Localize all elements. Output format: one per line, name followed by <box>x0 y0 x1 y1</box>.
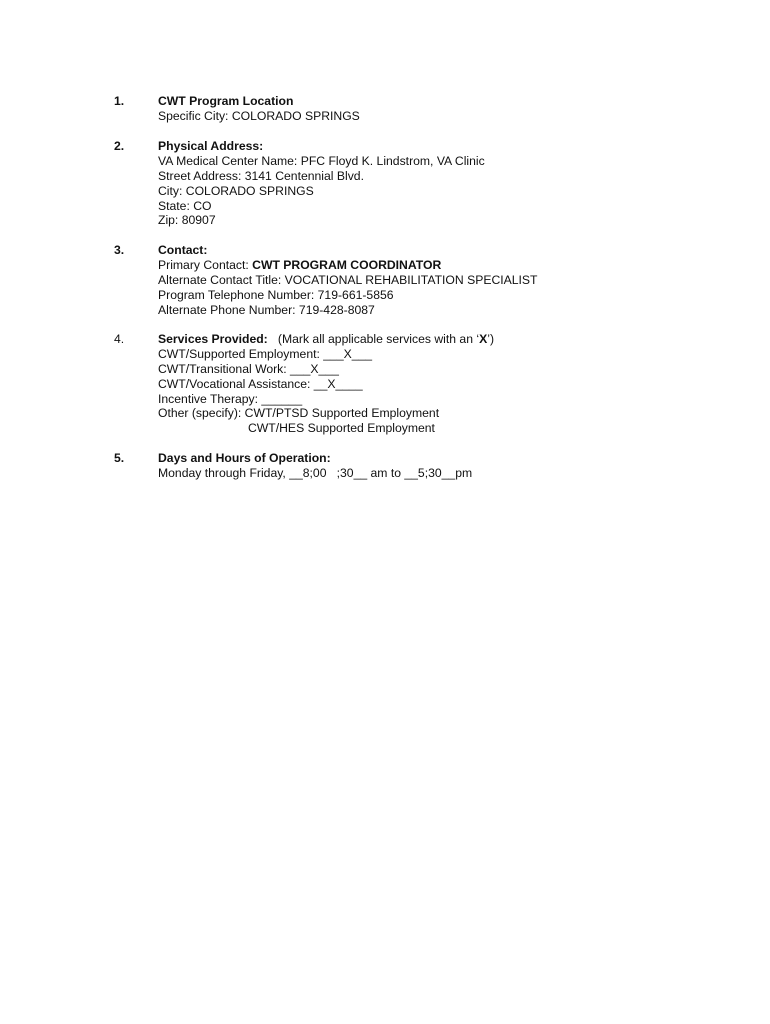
other-specify: Other (specify): CWT/PTSD Supported Employment <box>158 406 440 421</box>
section-body <box>158 94 728 124</box>
vocational-assistance: CWT/Vocational Assistance: __X____ <box>158 376 363 391</box>
section-heading: CWT Program Location <box>158 94 294 108</box>
city: City: COLORADO SPRINGS <box>158 183 314 198</box>
section-body <box>158 243 728 317</box>
section-heading: Physical Address: <box>158 139 264 153</box>
alternate-phone: Alternate Phone Number: 719-428-8087 <box>158 302 375 317</box>
section-number: 4. <box>114 332 125 346</box>
section-number: 5. <box>114 451 125 465</box>
section-heading: Services Provided: <box>158 332 268 346</box>
section-heading: Contact: <box>158 243 208 257</box>
transitional-work: CWT/Transitional Work: ___X___ <box>158 361 339 376</box>
incentive-therapy: Incentive Therapy: ______ <box>158 391 303 406</box>
section-heading: Days and Hours of Operation: <box>158 451 331 465</box>
services-note-mark: X <box>479 332 488 346</box>
section-number: 1. <box>114 94 125 108</box>
program-telephone: Program Telephone Number: 719-661-5856 <box>158 287 394 302</box>
section-number: 3. <box>114 243 125 257</box>
supported-employment: CWT/Supported Employment: ___X___ <box>158 346 373 361</box>
specific-city: Specific City: COLORADO SPRINGS <box>158 108 360 123</box>
street-address: Street Address: 3141 Centennial Blvd. <box>158 168 364 183</box>
section-body <box>158 451 728 481</box>
other-specify-continued: CWT/HES Supported Employment <box>248 421 435 436</box>
services-note-before: (Mark all applicable services with an ‘ <box>267 332 480 346</box>
primary-contact-value: CWT PROGRAM COORDINATOR <box>252 257 442 272</box>
services-heading-line <box>158 332 728 347</box>
section-number: 2. <box>114 139 125 153</box>
section-body <box>158 332 728 436</box>
section-body <box>158 139 728 228</box>
hours-of-operation: Monday through Friday, __8;00 ;30__ am to __5;30__pm <box>158 465 473 480</box>
primary-contact <box>158 258 728 273</box>
zip: Zip: 80907 <box>158 213 216 228</box>
alternate-contact-title: Alternate Contact Title: VOCATIONAL REHABILITATION SPECIALIST <box>158 272 538 287</box>
state: State: CO <box>158 198 212 213</box>
medical-center-name: VA Medical Center Name: PFC Floyd K. Lindstrom, VA Clinic <box>158 153 485 168</box>
primary-contact-label: Primary Contact: <box>158 257 253 272</box>
services-note-after: ’) <box>487 332 495 346</box>
